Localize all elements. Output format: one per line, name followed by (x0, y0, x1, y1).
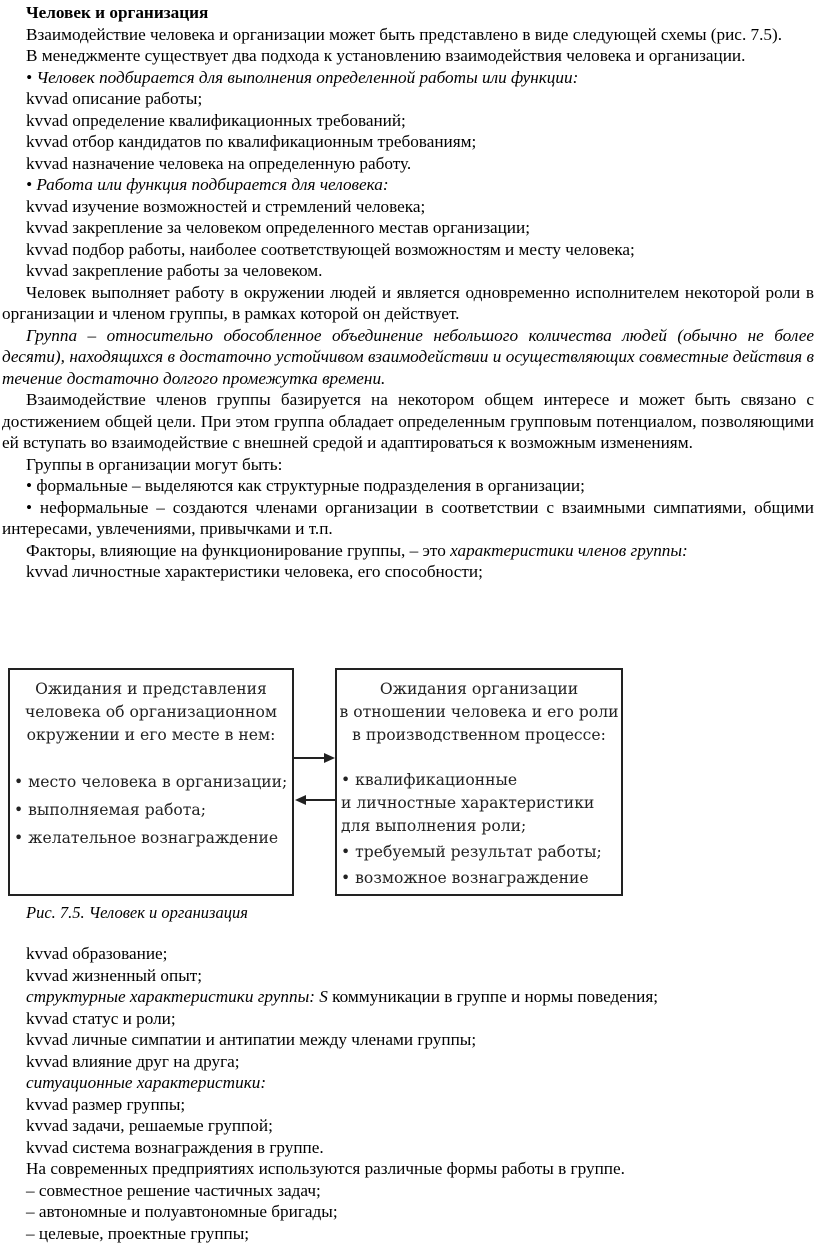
arrow-left-icon (295, 795, 336, 805)
list-item: kvvad отбор кандидатов по квалификационным требованиям; (26, 132, 477, 151)
structural-text: коммуникации в группе и нормы поведения; (327, 987, 658, 1006)
box-item: и личностные характеристики (341, 794, 595, 812)
list-item: kvvad изучение возможностей и стремлений человека; (26, 196, 426, 216)
approach-2-heading: • Работа или функция подбирается для человека: (26, 175, 389, 194)
list-item: kvvad закрепление работы за человеком. (26, 261, 323, 280)
list-item: kvvad размер группы; (26, 1094, 186, 1114)
list-item: kvvad задачи, решаемые группой; (26, 1116, 273, 1135)
text-block-top (0, 2, 812, 583)
box-item: • желательное вознаграждение (14, 829, 279, 847)
list-item: – целевые, проектные группы; (26, 1223, 250, 1243)
paragraph-role: Человек выполняет работу в окружении людей и является одновременно исполнителем некоторой роли в организации и членом группы, в рамках которой он действует. (2, 282, 814, 323)
paragraph-group-interaction: Взаимодействие членов группы базируется на некотором общем интересе и может быть связано с достижением общей цели. При этом группа обладает определенным групповым потенциалом, позволяющими ей вступать во взаимодействие с внешней средой и адаптироваться к возможным изменениям. (2, 390, 814, 452)
diagram-box-organization (335, 668, 623, 896)
list-item: kvvad влияние друг на друга; (26, 1051, 240, 1071)
paragraph-approaches: В менеджменте существует два подхода к установлению взаимодействия человека и организации. (26, 46, 746, 65)
box-heading-line: Ожидания организации (379, 680, 579, 698)
box-heading-line: человека об организационном (24, 703, 278, 721)
diagram-box-person (8, 668, 294, 896)
structural-italic: структурные характеристики группы: S (26, 987, 328, 1006)
factors-text: Факторы, влияющие на функционирование группы, – это (26, 540, 451, 560)
list-item: kvvad закрепление за человеком определенного местав организации; (26, 218, 530, 237)
list-item: kvvad система вознаграждения в группе. (26, 1137, 324, 1157)
arrow-right-icon (294, 753, 335, 763)
list-item-formal: • формальные – выделяются как структурные подразделения в организации; (26, 476, 585, 495)
paragraph-groups-can-be: Группы в организации могут быть: (26, 454, 283, 474)
list-item: kvvad жизненный опыт; (26, 965, 203, 985)
box-heading-line: Ожидания и представления (35, 680, 267, 698)
box-heading-line: в производственном процессе: (352, 726, 606, 744)
diagram-arrows (292, 748, 338, 810)
list-item: kvvad определение квалификационных требований; (26, 110, 406, 130)
list-item: kvvad описание работы; (26, 89, 203, 108)
list-item: – совместное решение частичных задач; (26, 1180, 321, 1200)
box-item: • выполняемая работа; (14, 801, 206, 819)
list-item: kvvad подбор работы, наиболее соответствующей возможностям и месту человека; (26, 239, 635, 259)
factors-italic: характеристики членов группы: (450, 540, 688, 560)
list-item-informal: • неформальные – создаются членами организации в соответствии с взаимными симпатиями, общими интересами, увлечениями, привычками и т.п. (2, 497, 814, 538)
paragraph-situational: ситуационные характеристики: (26, 1073, 267, 1092)
paragraph-group-definition: Группа – относительно обособленное объединение небольшого количества людей (обычно не более десяти), находящихся в достаточно устойчивом взаимодействии и осуществляющих совместные действия в течение достаточно долгого промежутка времени. (2, 325, 814, 388)
box-item: • квалификационные (341, 771, 518, 789)
section-title: Человек и организация (26, 3, 209, 22)
list-item: kvvad личностные характеристики человека, его способности; (26, 562, 483, 581)
box-item: • место человека в организации; (14, 773, 288, 791)
paragraph-structural (0, 986, 812, 1008)
paragraph-factors (0, 540, 812, 562)
list-item: kvvad личные симпатии и антипатии между членами группы; (26, 1030, 477, 1049)
list-item: kvvad образование; (26, 944, 168, 963)
box-item: • возможное вознаграждение (341, 869, 589, 887)
list-item: kvvad назначение человека на определенную работу. (26, 153, 412, 173)
box-item: • требуемый результат работы; (341, 843, 602, 861)
text-block-bottom (0, 943, 812, 1244)
list-item: kvvad статус и роли; (26, 1008, 176, 1028)
approach-1-heading: • Человек подбирается для выполнения определенной работы или функции: (26, 67, 579, 87)
box-heading-line: в отношении человека и его роли (339, 703, 619, 721)
paragraph-intro: Взаимодействие человека и организации может быть представлено в виде следующей схемы (рис. 7.5). (26, 24, 783, 44)
box-item: для выполнения роли; (341, 817, 527, 835)
paragraph-forms: На современных предприятиях используются различные формы работы в группе. (26, 1159, 625, 1178)
figure-caption: Рис. 7.5. Человек и организация (26, 903, 248, 922)
list-item: – автономные и полуавтономные бригады; (26, 1202, 338, 1221)
box-heading-line: окружении и его месте в нем: (26, 726, 276, 744)
